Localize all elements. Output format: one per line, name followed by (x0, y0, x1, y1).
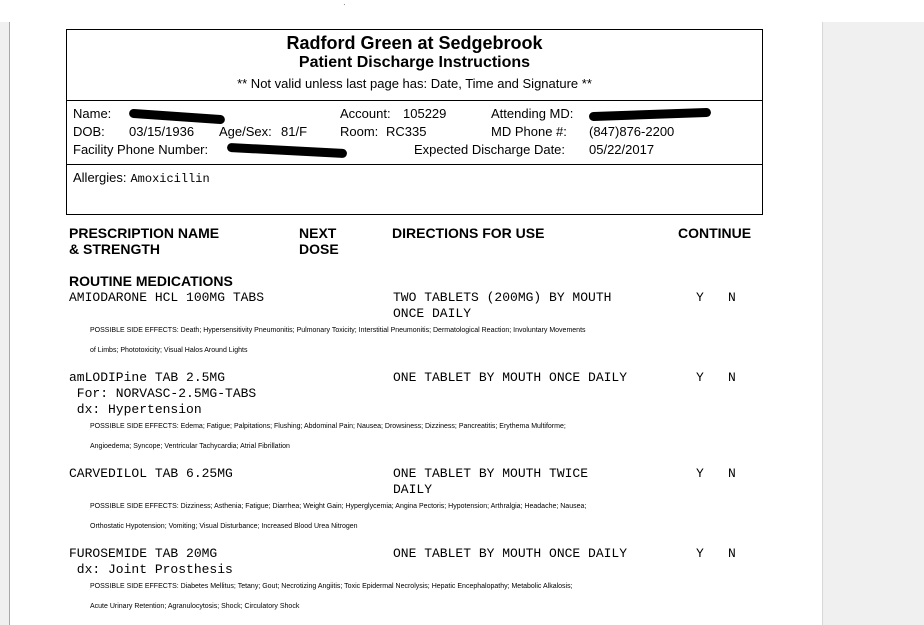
col-continue-header: CONTINUE (678, 225, 752, 241)
allergies-value: Amoxicillin (130, 172, 210, 186)
stray-mark: · (343, 0, 346, 9)
medication-name: CARVEDILOL TAB 6.25MG (69, 466, 233, 481)
document-title: Patient Discharge Instructions (298, 54, 531, 71)
allergy-divider (67, 164, 762, 165)
account-label: Account: (340, 106, 391, 121)
continue-yes[interactable]: Y (696, 546, 704, 561)
discharge-header-box (66, 29, 763, 215)
account-value: 105229 (403, 106, 447, 121)
md-phone-label: MD Phone #: (491, 124, 567, 139)
room-value: RC335 (386, 124, 427, 139)
medication-name: amLODIPine TAB 2.5MG For: NORVASC-2.5MG-TABS dx: Hypertension (69, 370, 257, 417)
attending-redaction (589, 108, 711, 121)
medication-directions: TWO TABLETS (200MG) BY MOUTH ONCE DAILY (393, 290, 612, 321)
side-effects: POSSIBLE SIDE EFFECTS: Death; Hypersensitivity Pneumonitis; Pulmonary Toxicity; Interstitial Pneumonitis; Dermatological Reaction; Involuntary Movements of Limbs; Phototoxicity; Visual Halos Around Lights (90, 327, 586, 354)
allergies-row (73, 170, 210, 187)
medication-name: AMIODARONE HCL 100MG TABS (69, 290, 265, 305)
continue-no[interactable]: N (728, 466, 736, 481)
discharge-date-label: Expected Discharge Date: (414, 142, 566, 157)
continue-no[interactable]: N (728, 546, 736, 561)
medication-directions: ONE TABLET BY MOUTH ONCE DAILY (393, 546, 628, 561)
discharge-date-value: 05/22/2017 (589, 142, 655, 157)
col-directions-header: DIRECTIONS FOR USE (392, 225, 545, 241)
name-label: Name: (73, 106, 112, 121)
continue-yes[interactable]: Y (696, 466, 704, 481)
side-effects: POSSIBLE SIDE EFFECTS: Dizziness; Asthenia; Fatigue; Diarrhea; Weight Gain; Hyperglycemia; Angina Pectoris; Hypotension; Arthralgia; Headache; Nausea; Orthostatic Hypotension; Vomiting; Visual Disturbance; Increased Blood Urea Nitrogen (90, 503, 587, 530)
viewer-left-gutter (0, 22, 10, 625)
facility-name: Radford Green at Sedgebrook (286, 33, 543, 53)
section-title: ROUTINE MEDICATIONS (69, 273, 233, 289)
header-divider (67, 100, 762, 101)
continue-no[interactable]: N (728, 370, 736, 385)
side-effects: POSSIBLE SIDE EFFECTS: Diabetes Mellitus; Tetany; Gout; Necrotizing Angiitis; Toxic Epidermal Necrolysis; Hepatic Encephalopathy; Metabolic Alkalosis; Acute Urinary Retention; Agranulocytosis; Shock; Circulatory Shock (90, 583, 573, 610)
dob-label: DOB: (73, 124, 105, 139)
side-effects: POSSIBLE SIDE EFFECTS: Edema; Fatigue; Palpitations; Flushing; Abdominal Pain; Nausea; Drowsiness; Dizziness; Pancreatitis; Erythema Multiforme; Angioedema; Syncope; Ventricular Tachycardia; Atrial Fibrillation (90, 423, 566, 450)
facility-phone-redaction (227, 143, 347, 158)
col-next-dose-header: NEXT DOSE (299, 225, 339, 257)
medication-directions: ONE TABLET BY MOUTH TWICE DAILY (393, 466, 589, 497)
medication-name: FUROSEMIDE TAB 20MG dx: Joint Prosthesis (69, 546, 233, 577)
continue-yes[interactable]: Y (696, 370, 704, 385)
room-label: Room: (340, 124, 379, 139)
viewer-right-gutter (822, 22, 924, 625)
name-redaction (129, 109, 225, 125)
attending-label: Attending MD: (491, 106, 574, 121)
col-prescription-header: PRESCRIPTION NAME & STRENGTH (69, 225, 220, 257)
dob-value: 03/15/1936 (129, 124, 195, 139)
continue-no[interactable]: N (728, 290, 736, 305)
agesex-label: Age/Sex: (219, 124, 272, 139)
viewer-top-strip (0, 0, 924, 22)
md-phone-value: (847)876-2200 (589, 124, 675, 139)
medication-directions: ONE TABLET BY MOUTH ONCE DAILY (393, 370, 628, 385)
allergies-label: Allergies: (73, 170, 127, 185)
agesex-value: 81/F (281, 124, 308, 139)
facility-phone-label: Facility Phone Number: (73, 142, 209, 157)
validity-note: ** Not valid unless last page has: Date, Time and Signature ** (237, 76, 592, 91)
continue-yes[interactable]: Y (696, 290, 704, 305)
